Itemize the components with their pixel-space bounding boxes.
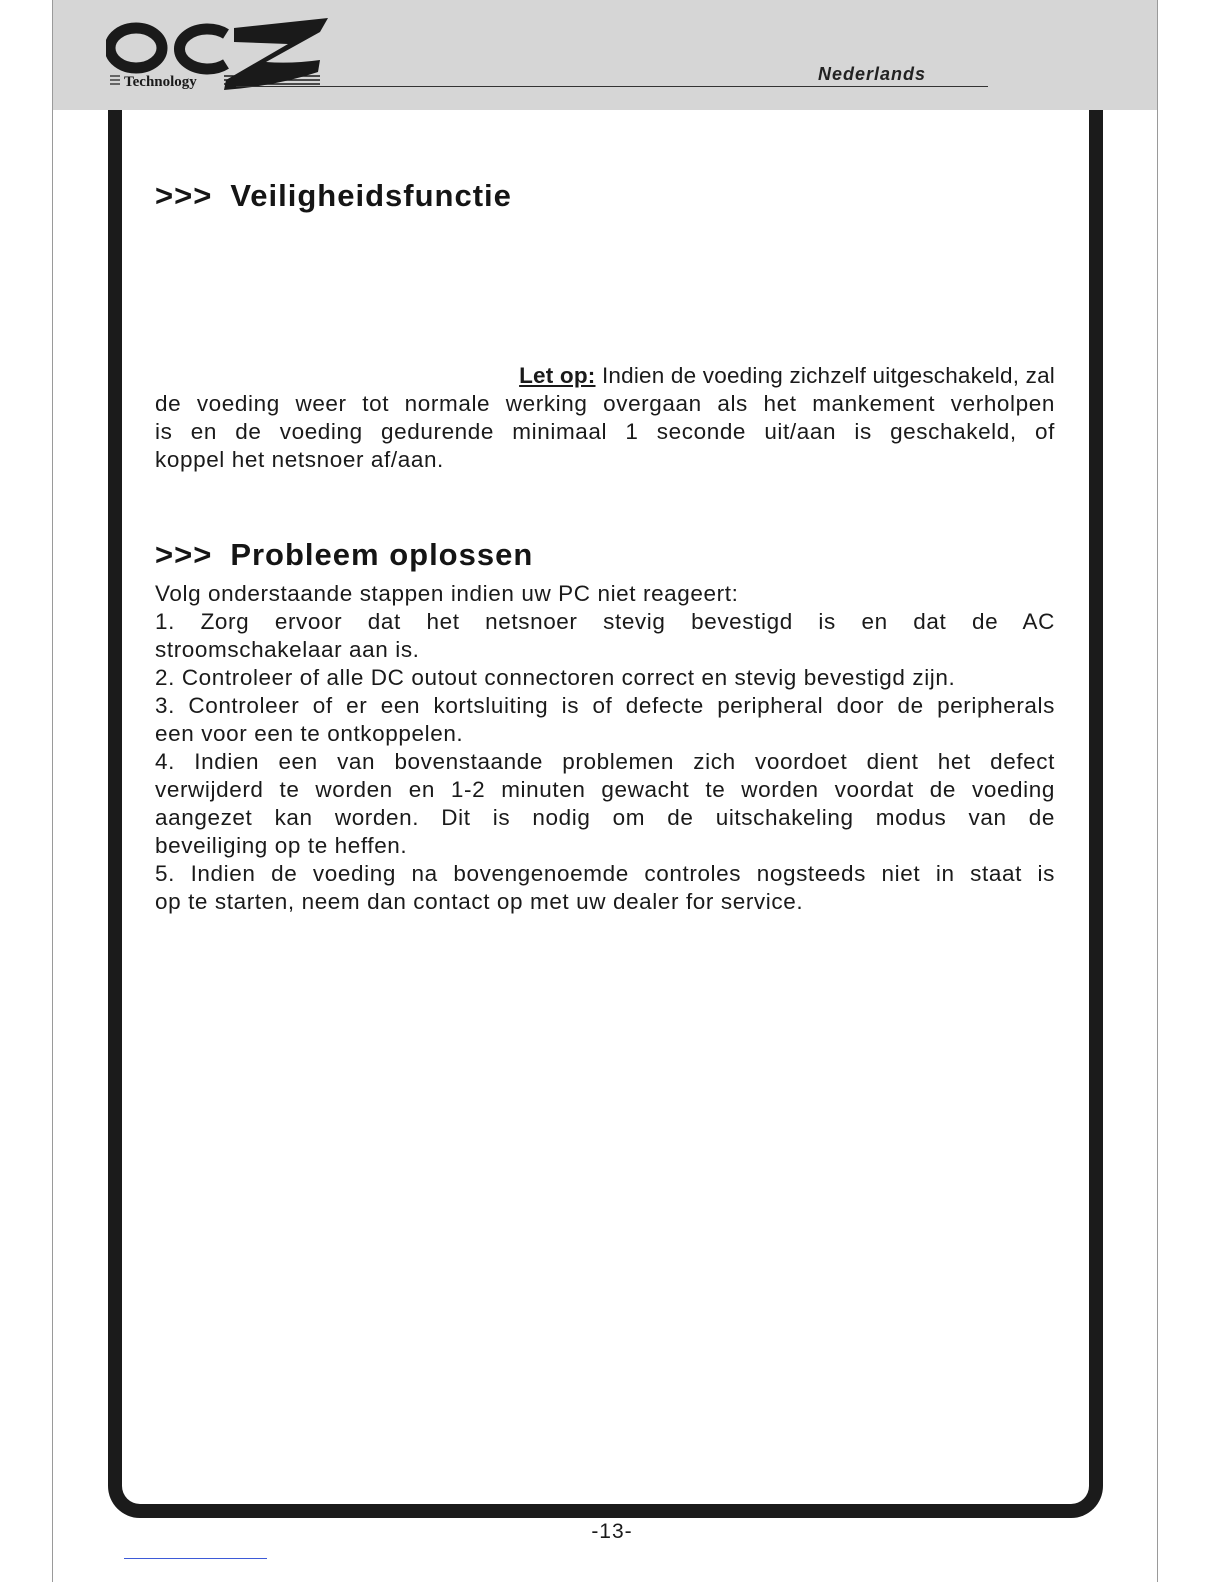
step-5-cont: op te starten, neem dan contact op met uw dealer for service. — [155, 889, 804, 914]
heading-title: Probleem oplossen — [230, 537, 534, 572]
step-1-cont: stroomschakelaar aan is. — [155, 637, 420, 662]
footnote-rule — [124, 1558, 267, 1559]
header-rule — [236, 86, 988, 87]
safety-note — [155, 362, 1055, 474]
step-4: 4. Indien een van bovenstaande problemen zich voordoet dient het defect — [155, 749, 1055, 774]
heading-title: Veiligheidsfunctie — [230, 178, 512, 213]
page-number: -13- — [591, 1520, 633, 1543]
note-line: de voeding weer tot normale werking overgaan als het mankement verholpen — [155, 391, 1055, 416]
troubleshooting-steps — [155, 580, 1055, 916]
step-1: 1. Zorg ervoor dat het netsnoer stevig bevestigd is en dat de AC — [155, 609, 1055, 634]
step-4-cont: verwijderd te worden en 1-2 minuten gewacht te worden voordat de voeding — [155, 777, 1055, 802]
step-4-cont: beveiliging op te heffen. — [155, 833, 408, 858]
step-5: 5. Indien de voeding na bovengenoemde controles nogsteeds niet in staat is — [155, 861, 1055, 886]
note-first-line — [155, 362, 1055, 390]
language-label: Nederlands — [818, 64, 927, 84]
note-line: koppel het netsnoer af/aan. — [155, 447, 444, 472]
step-3-cont: een voor een te ontkoppelen. — [155, 721, 464, 746]
step-3: 3. Controleer of er een kortsluiting is of defecte peripheral door de peripherals — [155, 693, 1055, 718]
ocz-logo — [106, 14, 336, 94]
note-text: Indien de voeding zichzelf uitgeschakeld, zal — [601, 363, 1055, 388]
note-label: Let op: — [519, 363, 596, 388]
section-heading-troubleshooting — [155, 537, 533, 573]
ocz-logo-icon — [106, 14, 336, 94]
step-2: 2. Controleer of alle DC outout connectoren correct en stevig bevestigd zijn. — [155, 665, 956, 690]
heading-arrows: >>> — [155, 537, 213, 572]
logo-subtext: Technology — [124, 74, 197, 90]
heading-arrows: >>> — [155, 178, 213, 213]
steps-intro: Volg onderstaande stappen indien uw PC niet reageert: — [155, 581, 739, 606]
note-line: is en de voeding gedurende minimaal 1 seconde uit/aan is geschakeld, of — [155, 419, 1055, 444]
step-4-cont: aangezet kan worden. Dit is nodig om de uitschakeling modus van de — [155, 805, 1055, 830]
section-heading-safety — [155, 178, 512, 214]
